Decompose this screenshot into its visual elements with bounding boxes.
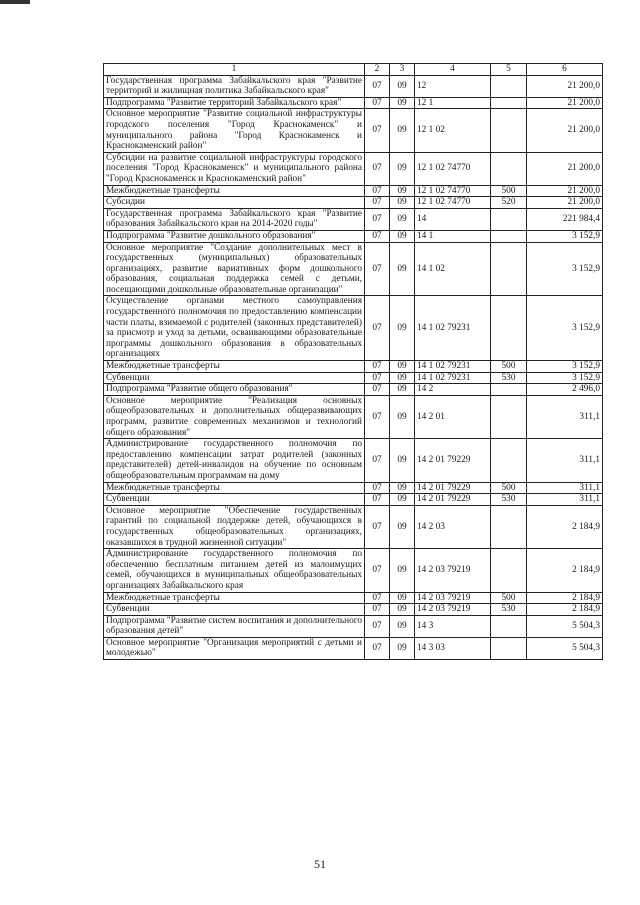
section-cell: 07 <box>365 361 390 373</box>
amount-cell: 2 184,9 <box>527 505 603 548</box>
subsection-cell: 09 <box>390 439 415 482</box>
target-article-cell: 14 1 02 79231 <box>415 372 491 384</box>
subsection-cell: 09 <box>390 185 415 197</box>
subsection-cell: 09 <box>390 152 415 185</box>
amount-cell: 311,1 <box>527 395 603 438</box>
section-cell: 07 <box>365 152 390 185</box>
section-cell: 07 <box>365 109 390 152</box>
target-article-cell: 12 1 02 <box>415 109 491 152</box>
name-cell: Субвенции <box>104 372 365 384</box>
section-cell: 07 <box>365 97 390 109</box>
subsection-cell: 09 <box>390 109 415 152</box>
name-cell: Осуществление органами местного самоуправления государственного полномочия по предоставлению компенсации части платы, взимаемой с родителей (законных представителей) за присмотр и уход за детьми, осваивающими образовательные программы дошкольного образования в образовательных организациях <box>104 296 365 361</box>
name-cell: Субсидии <box>104 197 365 209</box>
section-cell: 07 <box>365 296 390 361</box>
expense-type-cell: 530 <box>491 494 527 506</box>
name-cell: Государственная программа Забайкальского края "Развитие образования Забайкальского края на 2014-2020 годы" <box>104 208 365 230</box>
name-cell: Подпрограмма "Развитие территорий Забайкальского края" <box>104 97 365 109</box>
target-article-cell: 14 2 01 79229 <box>415 439 491 482</box>
expense-type-cell <box>491 75 527 97</box>
table-row <box>104 549 603 592</box>
amount-cell: 3 152,9 <box>527 361 603 373</box>
table-row <box>104 395 603 438</box>
target-article-cell: 14 1 02 <box>415 242 491 296</box>
table-row <box>104 615 603 637</box>
section-cell: 07 <box>365 604 390 616</box>
target-article-cell: 12 <box>415 75 491 97</box>
section-cell: 07 <box>365 505 390 548</box>
name-cell: Субвенции <box>104 604 365 616</box>
name-cell: Основное мероприятие "Организация мероприятий с детьми и молодежью" <box>104 637 365 659</box>
header-cell-6: 6 <box>527 64 603 76</box>
expense-type-cell <box>491 384 527 396</box>
section-cell: 07 <box>365 372 390 384</box>
subsection-cell: 09 <box>390 208 415 230</box>
table-row <box>104 230 603 242</box>
expense-type-cell <box>491 109 527 152</box>
amount-cell: 5 504,3 <box>527 615 603 637</box>
subsection-cell: 09 <box>390 549 415 592</box>
target-article-cell: 14 1 02 79231 <box>415 361 491 373</box>
table-row <box>104 372 603 384</box>
amount-cell: 2 496,0 <box>527 384 603 396</box>
subsection-cell: 09 <box>390 75 415 97</box>
table-row <box>104 439 603 482</box>
target-article-cell: 14 2 03 79219 <box>415 592 491 604</box>
section-cell: 07 <box>365 197 390 209</box>
expense-type-cell: 530 <box>491 604 527 616</box>
subsection-cell: 09 <box>390 395 415 438</box>
section-cell: 07 <box>365 615 390 637</box>
target-article-cell: 14 2 01 <box>415 395 491 438</box>
amount-cell: 311,1 <box>527 482 603 494</box>
header-cell-3: 3 <box>390 64 415 76</box>
name-cell: Межбюджетные трансферты <box>104 185 365 197</box>
section-cell: 07 <box>365 185 390 197</box>
expense-type-cell <box>491 296 527 361</box>
target-article-cell: 14 <box>415 208 491 230</box>
subsection-cell: 09 <box>390 615 415 637</box>
expense-type-cell: 520 <box>491 197 527 209</box>
target-article-cell: 14 2 03 79219 <box>415 604 491 616</box>
subsection-cell: 09 <box>390 372 415 384</box>
name-cell: Администрирование государственного полномочия по предоставлению компенсации затрат родителей (законных представителей) детей-инвалидов на обучение по основным общеобразовательным программам на дому <box>104 439 365 482</box>
name-cell: Основное мероприятие "Создание дополнительных мест в государственных (муниципальных) образовательных организациях, развитие вариативных форм дошкольного образования, социальная поддержка семей с детьми, посещающими дошкольные образовательные организации" <box>104 242 365 296</box>
section-cell: 07 <box>365 230 390 242</box>
subsection-cell: 09 <box>390 197 415 209</box>
section-cell: 07 <box>365 75 390 97</box>
budget-table <box>103 63 603 660</box>
name-cell: Основное мероприятие "Развитие социальной инфраструктуры городского поселения "Город Краснокаменск" и муниципального района "Город Краснокаменск и Краснокаменский район" <box>104 109 365 152</box>
name-cell: Субвенции <box>104 494 365 506</box>
expense-type-cell <box>491 439 527 482</box>
name-cell: Субсидии на развитие социальной инфраструктуры городского поселения "Город Краснокаменск" и муниципального района "Город Краснокаменск и Краснокаменский район" <box>104 152 365 185</box>
amount-cell: 21 200,0 <box>527 152 603 185</box>
expense-type-cell <box>491 395 527 438</box>
table-row <box>104 384 603 396</box>
section-cell: 07 <box>365 637 390 659</box>
target-article-cell: 14 2 03 79219 <box>415 549 491 592</box>
table-row <box>104 185 603 197</box>
subsection-cell: 09 <box>390 482 415 494</box>
section-cell: 07 <box>365 592 390 604</box>
subsection-cell: 09 <box>390 97 415 109</box>
amount-cell: 311,1 <box>527 439 603 482</box>
expense-type-cell: 500 <box>491 482 527 494</box>
target-article-cell: 14 1 02 79231 <box>415 296 491 361</box>
table-row <box>104 505 603 548</box>
header-cell-4: 4 <box>415 64 491 76</box>
table-row <box>104 482 603 494</box>
expense-type-cell <box>491 208 527 230</box>
amount-cell: 21 200,0 <box>527 109 603 152</box>
subsection-cell: 09 <box>390 505 415 548</box>
expense-type-cell <box>491 505 527 548</box>
amount-cell: 2 184,9 <box>527 592 603 604</box>
table-row <box>104 296 603 361</box>
expense-type-cell <box>491 97 527 109</box>
name-cell: Подпрограмма "Развитие систем воспитания и дополнительного образования детей" <box>104 615 365 637</box>
expense-type-cell <box>491 637 527 659</box>
amount-cell: 21 200,0 <box>527 197 603 209</box>
name-cell: Межбюджетные трансферты <box>104 482 365 494</box>
subsection-cell: 09 <box>390 592 415 604</box>
expense-type-cell: 500 <box>491 185 527 197</box>
name-cell: Основное мероприятие "Реализация основных общеобразовательных и дополнительных общеразвивающих программ, развитие современных механизмов и технологий общего образования" <box>104 395 365 438</box>
subsection-cell: 09 <box>390 637 415 659</box>
table-row <box>104 637 603 659</box>
header-row <box>104 64 603 76</box>
subsection-cell: 09 <box>390 361 415 373</box>
amount-cell: 2 184,9 <box>527 549 603 592</box>
header-cell-5: 5 <box>491 64 527 76</box>
name-cell: Подпрограмма "Развитие дошкольного образования" <box>104 230 365 242</box>
amount-cell: 21 200,0 <box>527 185 603 197</box>
amount-cell: 3 152,9 <box>527 242 603 296</box>
expense-type-cell <box>491 615 527 637</box>
table-row <box>104 604 603 616</box>
target-article-cell: 14 2 01 79229 <box>415 482 491 494</box>
name-cell: Основное мероприятие "Обеспечение государственных гарантий по социальной поддержке детей, обучающихся в государственных общеобразовательных организациях, оказавшихся в трудной жизненной ситуации" <box>104 505 365 548</box>
table-row <box>104 242 603 296</box>
section-cell: 07 <box>365 384 390 396</box>
target-article-cell: 12 1 <box>415 97 491 109</box>
subsection-cell: 09 <box>390 242 415 296</box>
header-cell-1: 1 <box>104 64 365 76</box>
top-edge-mark <box>0 0 30 4</box>
section-cell: 07 <box>365 242 390 296</box>
header-cell-2: 2 <box>365 64 390 76</box>
amount-cell: 5 504,3 <box>527 637 603 659</box>
name-cell: Межбюджетные трансферты <box>104 361 365 373</box>
target-article-cell: 14 2 03 <box>415 505 491 548</box>
table-row <box>104 75 603 97</box>
table-row <box>104 592 603 604</box>
subsection-cell: 09 <box>390 296 415 361</box>
amount-cell: 3 152,9 <box>527 296 603 361</box>
table-row <box>104 494 603 506</box>
section-cell: 07 <box>365 482 390 494</box>
amount-cell: 311,1 <box>527 494 603 506</box>
table-row <box>104 109 603 152</box>
expense-type-cell: 500 <box>491 592 527 604</box>
target-article-cell: 12 1 02 74770 <box>415 185 491 197</box>
amount-cell: 3 152,9 <box>527 230 603 242</box>
expense-type-cell <box>491 230 527 242</box>
section-cell: 07 <box>365 549 390 592</box>
target-article-cell: 14 2 <box>415 384 491 396</box>
amount-cell: 21 200,0 <box>527 75 603 97</box>
name-cell: Государственная программа Забайкальского края "Развитие территорий и жилищная политика Забайкальского края" <box>104 75 365 97</box>
expense-type-cell <box>491 242 527 296</box>
table-row <box>104 208 603 230</box>
section-cell: 07 <box>365 208 390 230</box>
target-article-cell: 14 2 01 79229 <box>415 494 491 506</box>
target-article-cell: 14 3 <box>415 615 491 637</box>
expense-type-cell <box>491 152 527 185</box>
table-row <box>104 197 603 209</box>
section-cell: 07 <box>365 439 390 482</box>
subsection-cell: 09 <box>390 384 415 396</box>
expense-type-cell: 530 <box>491 372 527 384</box>
amount-cell: 21 200,0 <box>527 97 603 109</box>
name-cell: Подпрограмма "Развитие общего образования" <box>104 384 365 396</box>
target-article-cell: 12 1 02 74770 <box>415 152 491 185</box>
target-article-cell: 12 1 02 74770 <box>415 197 491 209</box>
table-row <box>104 361 603 373</box>
name-cell: Межбюджетные трансферты <box>104 592 365 604</box>
target-article-cell: 14 1 <box>415 230 491 242</box>
target-article-cell: 14 3 03 <box>415 637 491 659</box>
page-number: 51 <box>314 857 326 871</box>
table-row <box>104 97 603 109</box>
section-cell: 07 <box>365 494 390 506</box>
expense-type-cell <box>491 549 527 592</box>
amount-cell: 2 184,9 <box>527 604 603 616</box>
amount-cell: 3 152,9 <box>527 372 603 384</box>
subsection-cell: 09 <box>390 604 415 616</box>
subsection-cell: 09 <box>390 494 415 506</box>
subsection-cell: 09 <box>390 230 415 242</box>
amount-cell: 221 984,4 <box>527 208 603 230</box>
expense-type-cell: 500 <box>491 361 527 373</box>
table-row <box>104 152 603 185</box>
section-cell: 07 <box>365 395 390 438</box>
name-cell: Администрирование государственного полномочия по обеспечению бесплатным питанием детей из малоимущих семей, обучающихся в муниципальных общеобразовательных организациях Забайкальского края <box>104 549 365 592</box>
